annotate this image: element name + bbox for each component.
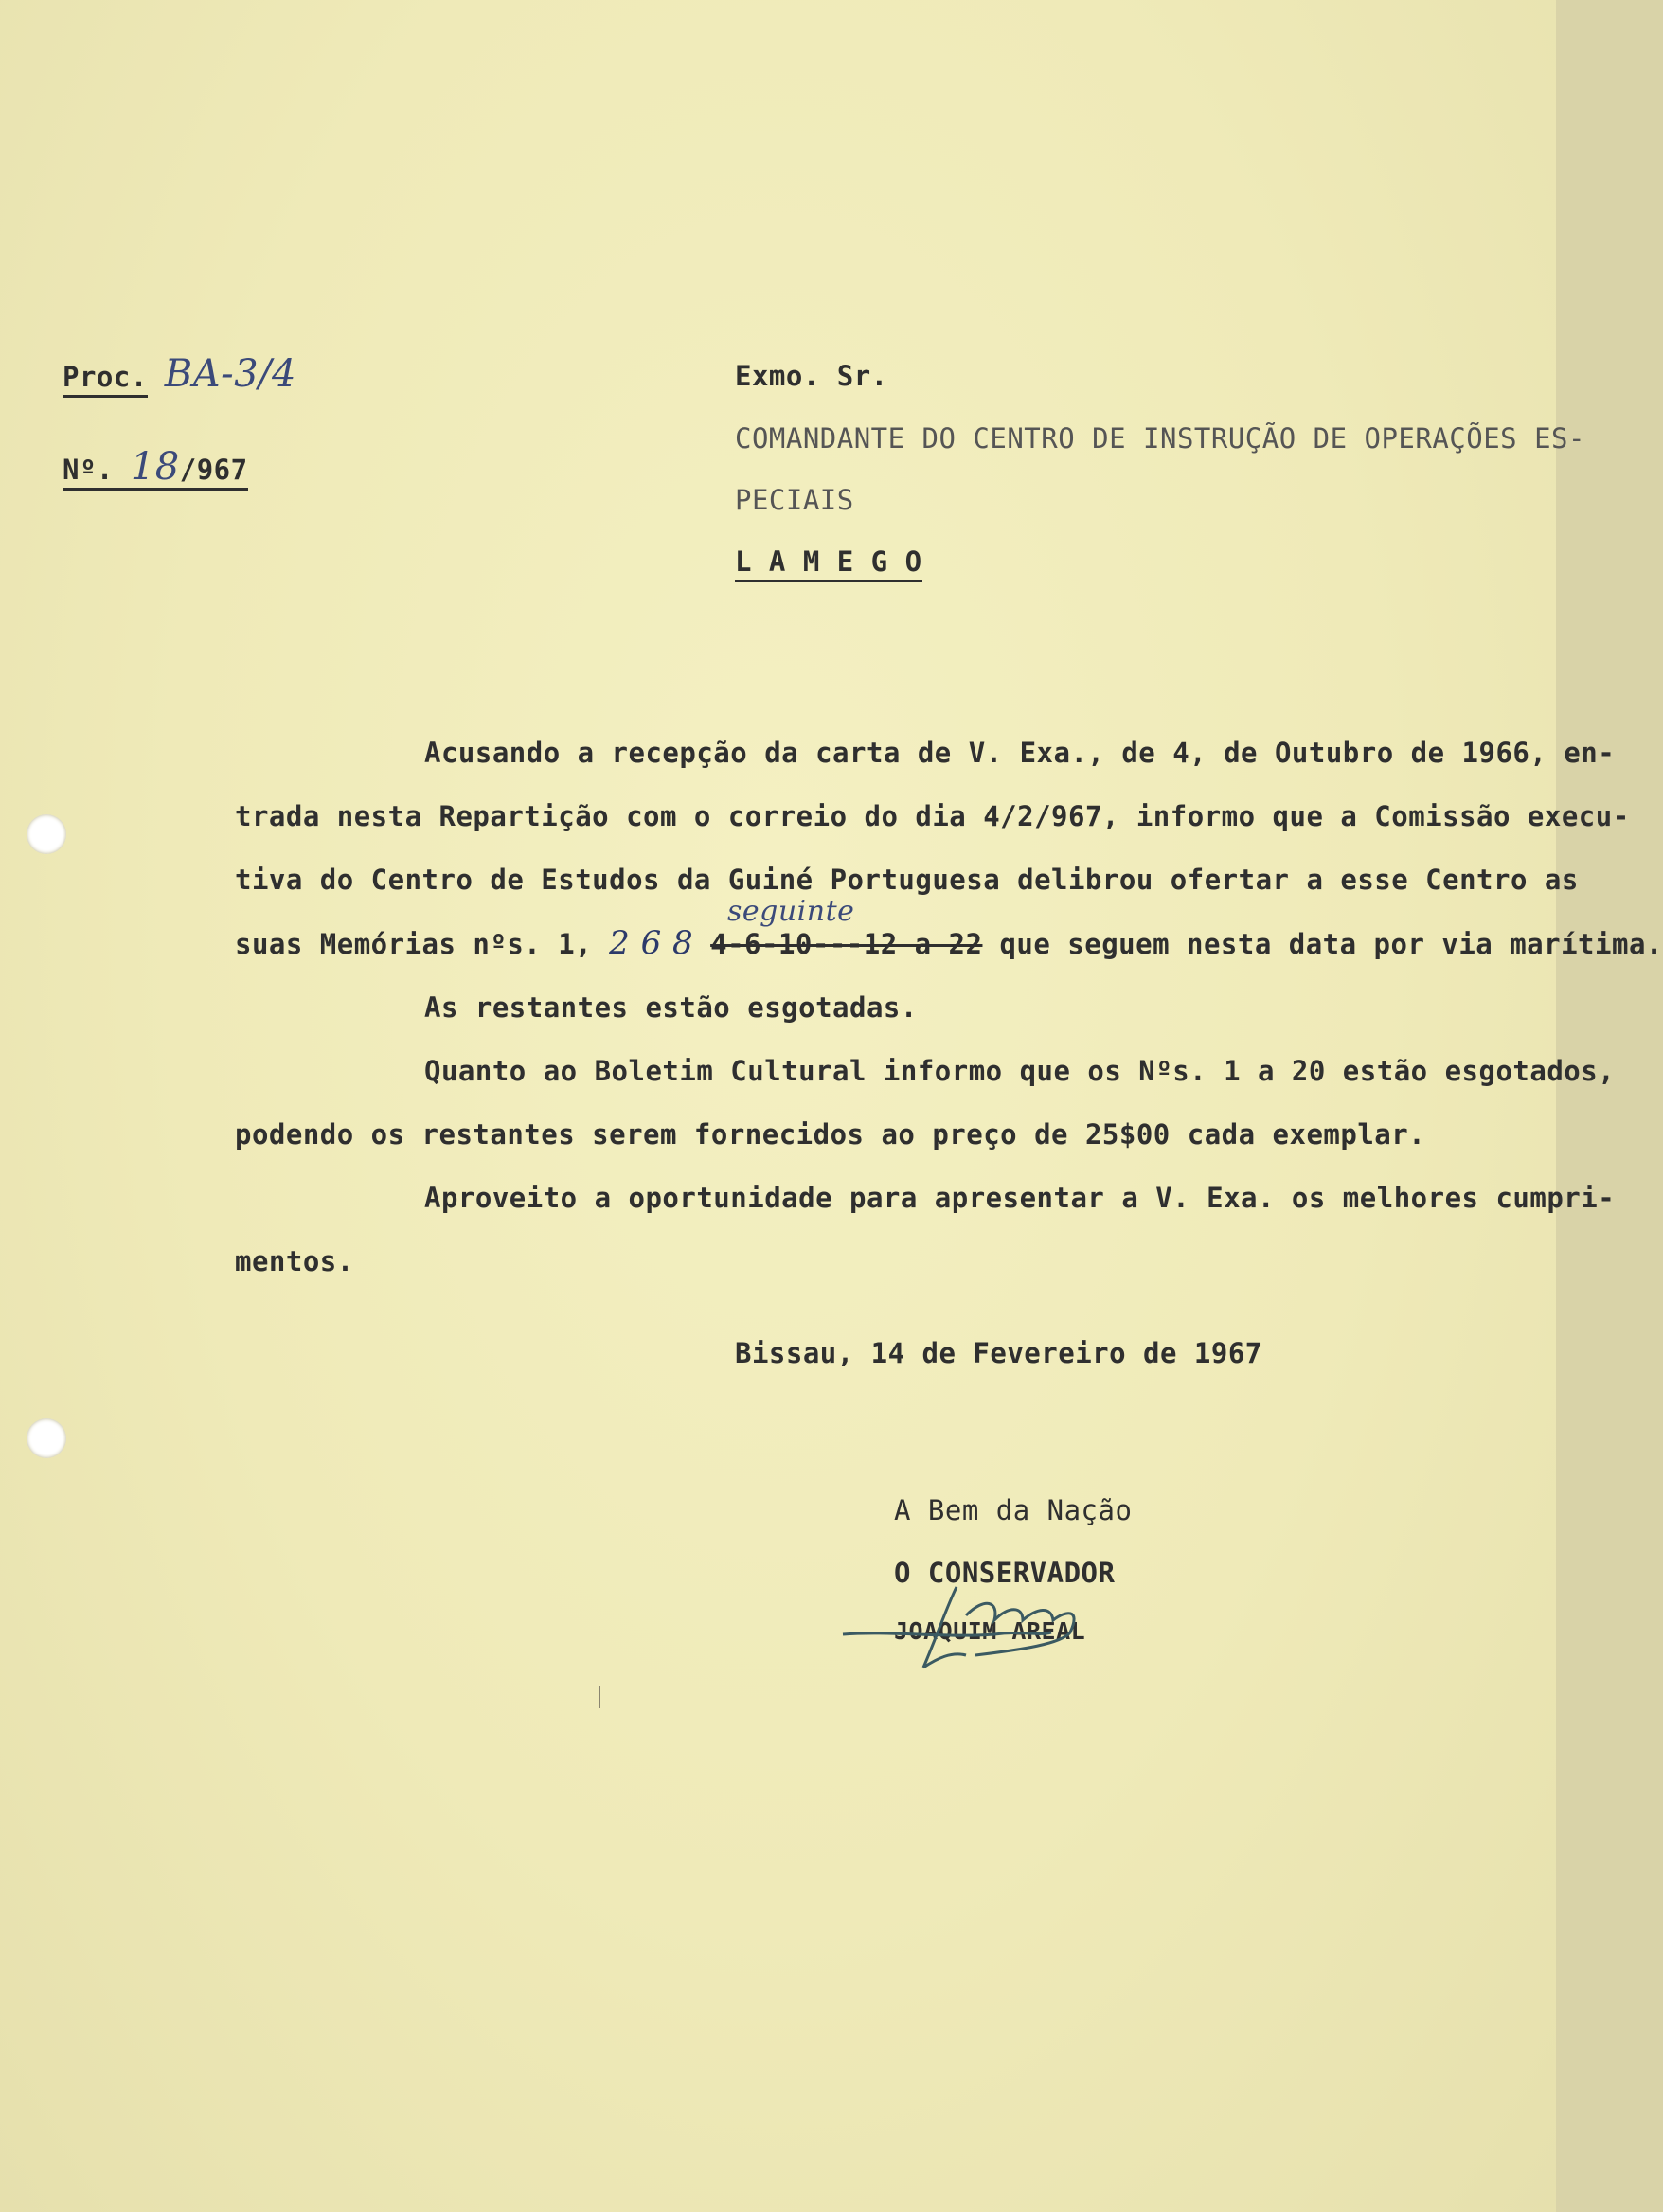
body-line: Quanto ao Boletim Cultural informo que os Nºs. 1 a 20 estão esgotados,	[424, 1055, 1616, 1087]
struck-numbers: 4-6-10---12 a 22	[710, 928, 983, 960]
signature	[833, 1568, 1136, 1682]
body-line: mentos.	[235, 1245, 354, 1277]
process-reference	[63, 352, 296, 396]
place-date: Bissau, 14 de Fevereiro de 1967	[735, 1337, 1262, 1369]
pencil-mark	[599, 1686, 600, 1708]
letter-body	[235, 722, 1663, 1293]
recipient-salutation: Exmo. Sr.	[735, 360, 888, 392]
body-line: Aproveito a oportunidade para apresentar a V. Exa. os melhores cumpri-	[424, 1182, 1616, 1214]
closing-motto: A Bem da Nação	[894, 1494, 1133, 1526]
signatory-name: JOAQUIM AREAL	[894, 1617, 1086, 1645]
recipient-line-2: PECIAIS	[735, 484, 854, 516]
number-label: Nº. 18/967	[63, 445, 248, 489]
punch-hole-bottom	[27, 1418, 66, 1458]
number-reference	[63, 445, 248, 489]
body-line: trada nesta Repartição com o correio do dia 4/2/967, informo que a Comissão execu-	[235, 800, 1630, 832]
body-line: podendo os restantes serem fornecidos ao preço de 25$00 cada exemplar.	[235, 1118, 1426, 1151]
punch-hole-top	[27, 814, 66, 854]
signatory-title: O CONSERVADOR	[894, 1557, 1116, 1589]
body-line: Acusando a recepção da carta de V. Exa., de 4, de Outubro de 1966, en-	[424, 737, 1616, 769]
body-line-memorias: suas Memórias nºs. 1, 2 6 8 4-6-10---12 a 22 seguinte que seguem nesta data por via marítima.	[235, 912, 1523, 976]
process-label: Proc.	[63, 361, 148, 398]
process-handwritten: BA-3/4	[164, 352, 296, 396]
recipient-city: L A M E G O	[735, 545, 922, 578]
number-handwritten: 18	[130, 445, 180, 489]
handwritten-numbers: 2 6 8	[609, 924, 694, 962]
handwritten-annotation: seguinte	[727, 895, 855, 928]
body-line: tiva do Centro de Estudos da Guiné Portuguesa delibrou ofertar a esse Centro as	[235, 864, 1579, 896]
recipient-line-1: COMANDANTE DO CENTRO DE INSTRUÇÃO DE OPERAÇÕES ES-	[735, 422, 1585, 455]
body-line: As restantes estão esgotadas.	[424, 991, 918, 1024]
